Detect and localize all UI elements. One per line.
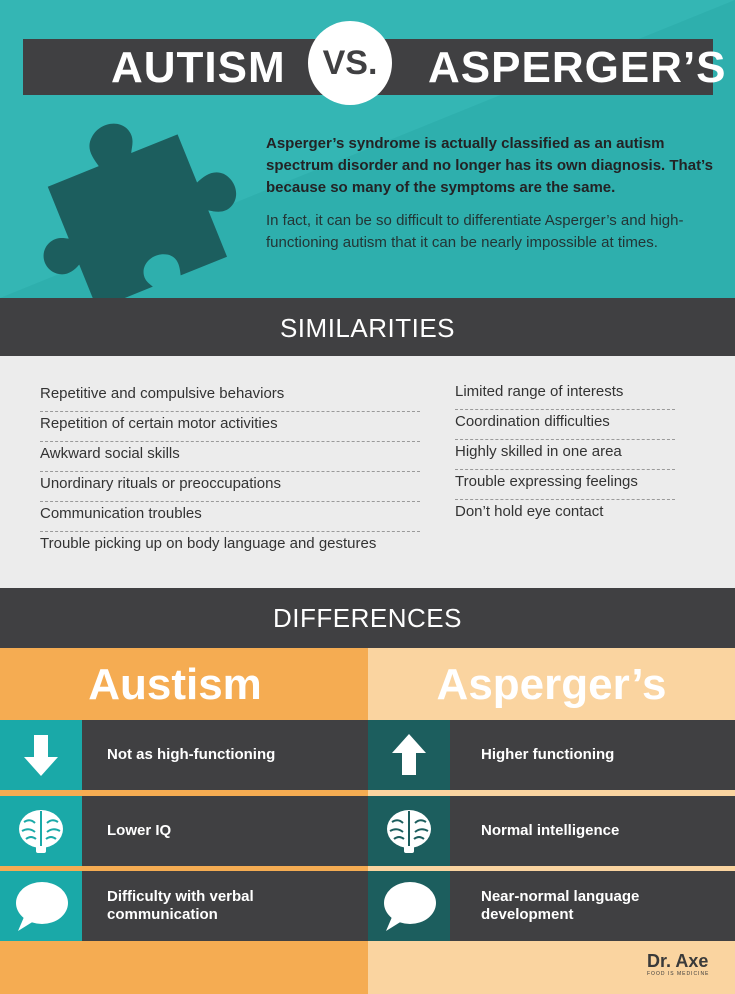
vs-badge bbox=[308, 21, 392, 105]
aspergers-functioning-text: Higher functioning bbox=[481, 746, 615, 763]
similarities-left-list bbox=[40, 382, 420, 562]
similarities-panel bbox=[0, 356, 735, 588]
aspergers-row-functioning bbox=[368, 720, 735, 790]
title-aspergers: ASPERGER’S bbox=[428, 43, 727, 92]
list-item: Communication troubles bbox=[40, 502, 420, 532]
list-item: Repetitive and compulsive behaviors bbox=[40, 382, 420, 412]
autism-functioning-text: Not as high-functioning bbox=[107, 746, 276, 763]
intro-normal-text: In fact, it can be so difficult to differentiate Asperger’s and high-functioning autism that it can be nearly impossible at times. bbox=[266, 212, 684, 251]
list-item: Coordination difficulties bbox=[455, 410, 675, 440]
autism-iq-text: Lower IQ bbox=[107, 822, 172, 839]
brain-icon bbox=[0, 796, 82, 866]
list-item: Awkward social skills bbox=[40, 442, 420, 472]
list-item: Repetition of certain motor activities bbox=[40, 412, 420, 442]
aspergers-heading: Asperger’s bbox=[436, 660, 667, 709]
intro-bold-text: Asperger’s syndrome is actually classified as an autism spectrum disorder and no longer has its own diagnosis. That’s because so many of the symptoms are the same. bbox=[266, 135, 714, 196]
arrow-down-icon bbox=[0, 720, 82, 790]
list-item: Don’t hold eye contact bbox=[455, 503, 604, 520]
autism-row-functioning bbox=[0, 720, 368, 790]
differences-bar bbox=[0, 588, 735, 648]
brain-icon bbox=[368, 796, 450, 866]
autism-heading: Austism bbox=[88, 660, 262, 709]
differences-title: DIFFERENCES bbox=[273, 603, 462, 633]
speech-bubble-icon bbox=[368, 871, 450, 941]
logo-wordmark: Dr. Axe bbox=[647, 951, 709, 971]
list-item: Trouble expressing feelings bbox=[455, 470, 675, 500]
similarities-bar bbox=[0, 298, 735, 358]
similarities-right-list bbox=[455, 380, 675, 530]
logo-tagline: FOOD IS MEDICINE bbox=[647, 971, 710, 977]
list-item: Unordinary rituals or preoccupations bbox=[40, 472, 420, 502]
autism-row-iq bbox=[0, 796, 368, 866]
dr-axe-logo bbox=[647, 951, 727, 978]
aspergers-intelligence-text: Normal intelligence bbox=[481, 822, 620, 839]
speech-bubble-icon bbox=[0, 871, 82, 941]
autism-communication-text: Difficulty with verbal communication bbox=[107, 888, 254, 923]
autism-row-communication bbox=[0, 871, 368, 941]
aspergers-row-intelligence bbox=[368, 796, 735, 866]
list-item: Trouble picking up on body language and gestures bbox=[40, 535, 377, 552]
puzzle-piece-icon bbox=[22, 116, 247, 298]
list-item: Highly skilled in one area bbox=[455, 440, 675, 470]
title-autism: AUTISM bbox=[111, 43, 286, 92]
header-banner bbox=[0, 0, 735, 298]
similarities-title: SIMILARITIES bbox=[279, 313, 456, 343]
list-item: Limited range of interests bbox=[455, 380, 675, 410]
arrow-up-icon bbox=[368, 720, 450, 790]
aspergers-language-text: Near-normal language development bbox=[481, 888, 640, 923]
vs-label: VS. bbox=[322, 44, 378, 82]
aspergers-row-language bbox=[368, 871, 735, 941]
